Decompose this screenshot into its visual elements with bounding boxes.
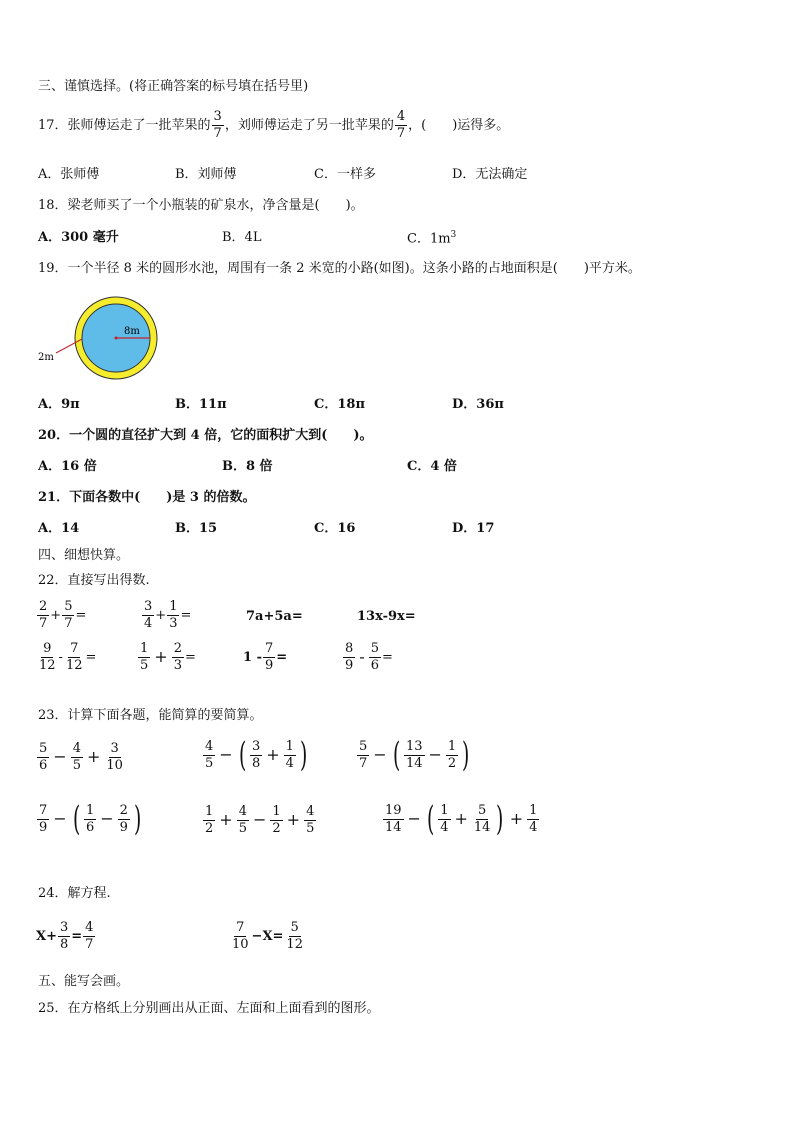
option: C．一样多 (314, 167, 376, 182)
option: B．15 (175, 521, 218, 536)
question-18: 18．梁老师买了一个小瓶装的矿泉水，净含量是( )。 (38, 198, 364, 213)
question-19: 19．一个半径 8 米的圆形水池，周围有一条 2 米宽的小路(如图)。这条小路的占地面积是( )平方米。 (38, 261, 641, 276)
expression: $\frac{9}{12}$ - $\frac{7}{12}$ = (39, 641, 97, 673)
section-title: 三、谨慎选择。(将正确答案的标号填在括号里) (38, 79, 309, 94)
option: B．11π (175, 397, 227, 412)
option: D．无法确定 (452, 167, 528, 182)
expression: $\frac{2}{7}$ + $\frac{5}{7}$ = (39, 599, 87, 631)
radius-label: 8m (124, 326, 140, 337)
question-23-title: 23．计算下面各题，能简算的要简算。 (38, 708, 263, 723)
expression: $\frac{1}{5}$ + $\frac{2}{3}$ = (140, 641, 196, 673)
question-17 (38, 110, 509, 140)
calc-expression: $\frac{5}{6}$ − $\frac{4}{5}$ + $\frac{3}{10}$ (39, 741, 123, 773)
option: A．16 倍 (38, 459, 97, 474)
question-25: 25．在方格纸上分别画出从正面、左面和上面看到的图形。 (38, 1001, 380, 1016)
equation: X+ $\frac{3}{8}$ = $\frac{4}{7}$ (36, 920, 94, 952)
option: C．18π (314, 397, 365, 412)
pool-diagram (36, 290, 166, 380)
expression: $\frac{8}{9}$ - $\frac{5}{6}$ = (345, 641, 393, 673)
expression: 1 - $\frac{7}{9}$ = (243, 641, 288, 673)
option: C．4 倍 (407, 459, 457, 474)
question-22-title: 22．直接写出得数. (38, 573, 150, 588)
calc-expression: $\frac{7}{9}$ − ( $\frac{1}{6}$ − $\frac{2}{9}$ ) (39, 799, 142, 839)
option: A．300 毫升 (38, 230, 119, 245)
fraction: $\frac{4}{7}$ (396, 109, 406, 141)
option: A．14 (38, 521, 80, 536)
option: D．36π (452, 397, 504, 412)
equation: $\frac{7}{10}$ −X= $\frac{5}{12}$ (232, 920, 303, 952)
option: A．张师傅 (38, 167, 100, 182)
calc-expression: $\frac{4}{5}$ − ( $\frac{3}{8}$ + $\frac{1}{4}$ ) (205, 735, 308, 775)
expression: $\frac{3}{4}$ + $\frac{1}{3}$ = (144, 599, 192, 631)
option: C．16 (314, 521, 356, 536)
question-21: 21．下面各数中( )是 3 的倍数。 (38, 490, 256, 505)
section-title: 四、细想快算。 (38, 548, 130, 563)
option: B．8 倍 (222, 459, 273, 474)
calc-expression: $\frac{19}{14}$ − ( $\frac{1}{4}$ + $\frac{5}{14}$ ) + $\frac{1}{4}$ (385, 799, 538, 839)
option: B．4L (222, 230, 262, 245)
q17-text-c: ，( )运得多。 (408, 117, 510, 133)
fraction: $\frac{3}{7}$ (213, 109, 222, 141)
q17-text-b: ，刘师傅运走了另一批苹果的 (224, 117, 394, 133)
question-24-title: 24．解方程. (38, 886, 111, 901)
q17-text-a: 17．张师傅运走了一批苹果的 (38, 117, 211, 133)
option: A．9π (38, 397, 80, 412)
option: B．刘师傅 (175, 167, 237, 182)
question-20: 20．一个圆的直径扩大到 4 倍，它的面积扩大到( )。 (38, 428, 373, 443)
width-label: 2m (38, 352, 54, 363)
center-dot (115, 337, 118, 340)
option: C．$1m^3$ (407, 230, 457, 247)
section-title: 五、能写会画。 (38, 974, 130, 989)
expression: 13x-9x= (357, 609, 416, 624)
calc-expression: $\frac{5}{7}$ − ( $\frac{13}{14}$ − $\frac{1}{2}$ ) (359, 735, 470, 775)
option: D．17 (452, 521, 495, 536)
calc-expression: $\frac{1}{2}$ + $\frac{4}{5}$ − $\frac{1}{2}$ + $\frac{4}{5}$ (205, 804, 315, 836)
expression: 7a+5a= (246, 609, 303, 624)
